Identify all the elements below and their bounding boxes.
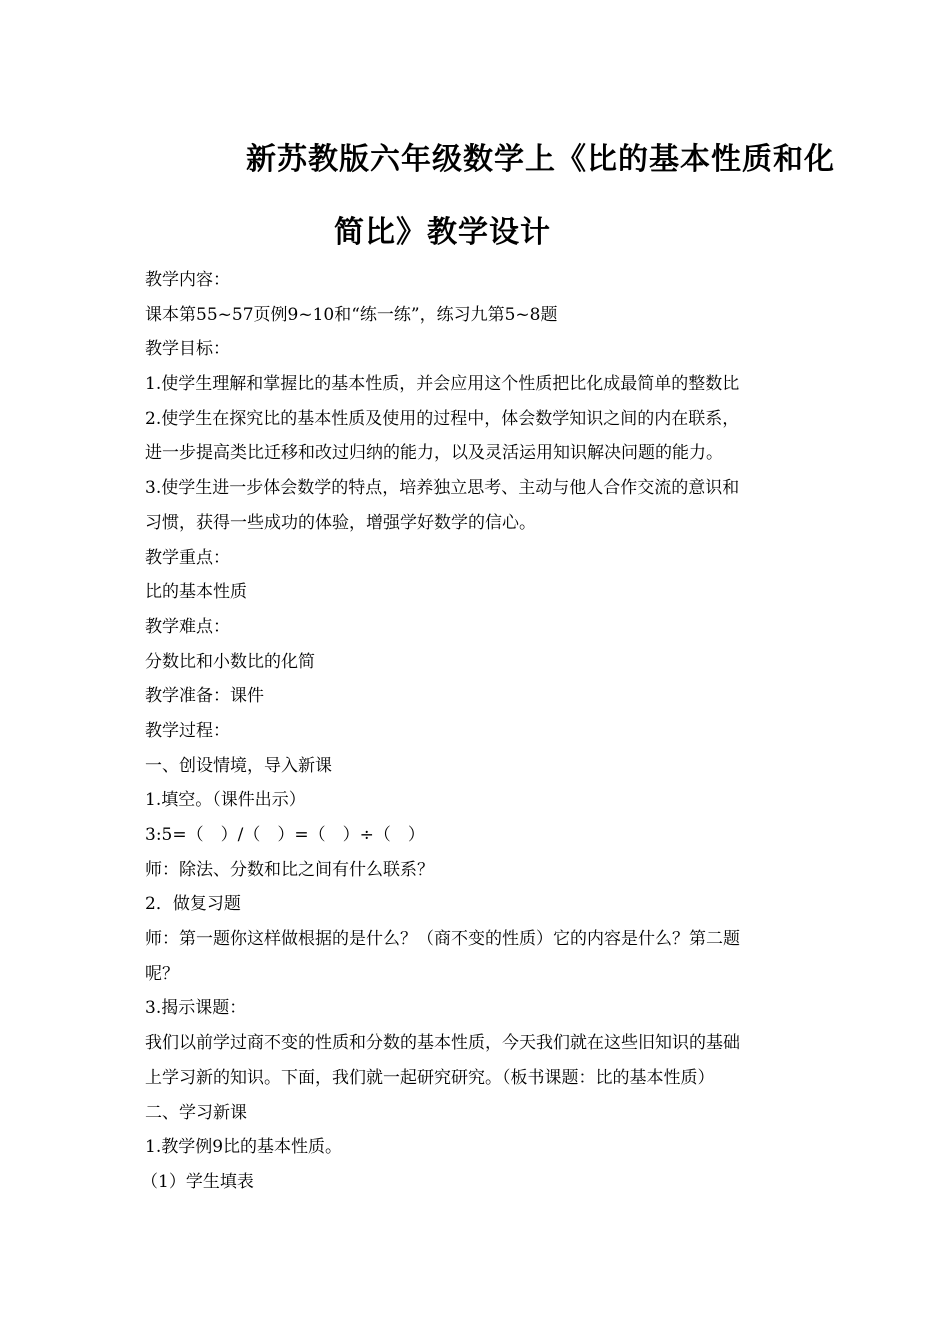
topic-intro-continued: 上学习新的知识。下面，我们就一起研究研究。（板书课题：比的基本性质） bbox=[145, 1067, 715, 1088]
fill-table-step: （1）学生填表 bbox=[141, 1171, 254, 1192]
document-body bbox=[141, 263, 810, 1200]
section-heading-key-point: 教学重点： bbox=[145, 547, 230, 568]
section-heading-goals: 教学目标： bbox=[145, 339, 230, 360]
topic-intro: 我们以前学过商不变的性质和分数的基本性质，今天我们就在这些旧知识的基础 bbox=[145, 1033, 740, 1054]
part-2-heading: 二、学习新课 bbox=[145, 1102, 247, 1123]
section-heading-content: 教学内容： bbox=[145, 270, 230, 290]
step-3-reveal-topic: 3.揭示课题： bbox=[145, 998, 247, 1019]
step-2-review: 2．做复习题 bbox=[145, 894, 241, 915]
goal-3-continued: 习惯，获得一些成功的体验，增强学好数学的信心。 bbox=[145, 512, 536, 533]
teacher-question-2: 师：第一题你这样做根据的是什么？（商不变的性质）它的内容是什么？第二题 bbox=[145, 929, 740, 950]
teacher-question-1: 师：除法、分数和比之间有什么联系？ bbox=[145, 859, 434, 880]
document-title-line-1: 新苏教版六年级数学上《比的基本性质和化 bbox=[246, 142, 835, 177]
content-text: 课本第55~57页例9~10和“练一练”，练习九第5~8题 bbox=[145, 304, 558, 325]
difficulty-text: 分数比和小数比的化简 bbox=[145, 651, 315, 672]
teacher-question-2-continued: 呢？ bbox=[145, 963, 179, 984]
document-title-line-2: 简比》教学设计 bbox=[334, 215, 551, 250]
goal-3: 3.使学生进一步体会数学的特点，培养独立思考、主动与他人合作交流的意识和 bbox=[145, 478, 740, 499]
part-1-heading: 一、创设情境，导入新课 bbox=[145, 755, 332, 776]
section-heading-process: 教学过程： bbox=[145, 720, 230, 741]
step-1-fill-blank: 1.填空。（课件出示） bbox=[145, 790, 306, 811]
fill-blank-equation: 3:5=（ ）/（ ）=（ ）÷（ ） bbox=[145, 825, 425, 845]
section-heading-difficulty: 教学难点： bbox=[145, 616, 230, 637]
goal-1: 1.使学生理解和掌握比的基本性质，并会应用这个性质把比化成最简单的整数比 bbox=[145, 374, 740, 395]
preparation-text: 教学准备：课件 bbox=[145, 686, 264, 707]
example-9-heading: 1.教学例9比的基本性质。 bbox=[145, 1137, 343, 1158]
goal-2-continued: 进一步提高类比迁移和改过归纳的能力，以及灵活运用知识解决问题的能力。 bbox=[145, 443, 723, 464]
goal-2: 2.使学生在探究比的基本性质及使用的过程中，体会数学知识之间的内在联系， bbox=[145, 408, 740, 429]
key-point-text: 比的基本性质 bbox=[145, 582, 247, 603]
